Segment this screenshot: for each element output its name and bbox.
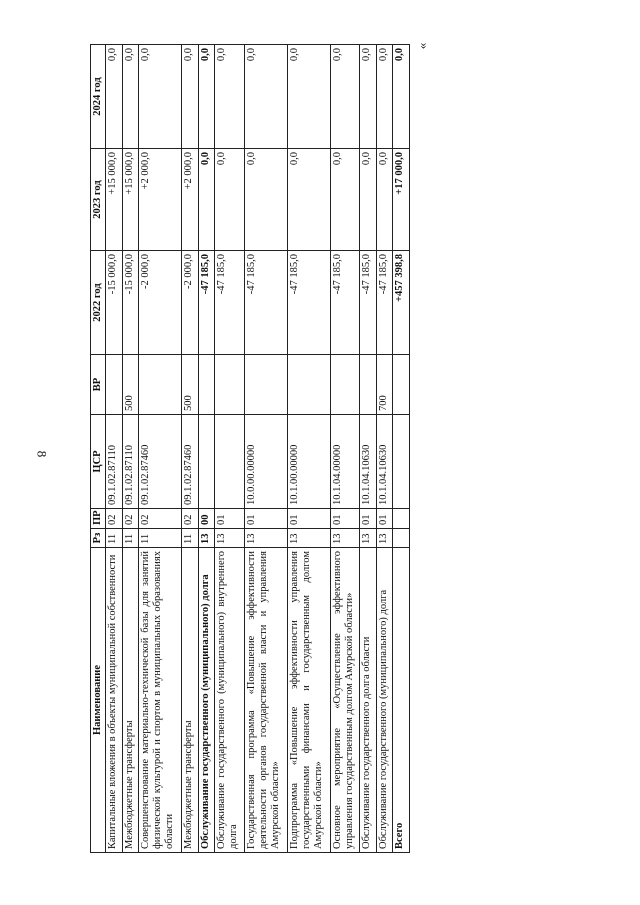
cell-name: Основное мероприятие «Осуществление эффективного управления государственным долгом Амурской области»: [330, 548, 360, 853]
cell-vr: [106, 355, 123, 415]
table-row: [182, 45, 199, 853]
cell-pr: 01: [244, 509, 287, 529]
cell-csr: 09.1.02.87460: [139, 415, 182, 509]
table-row: [393, 45, 410, 853]
cell-pr: [393, 509, 410, 529]
cell-2022: +457 398,8: [393, 251, 410, 355]
cell-pr: 02: [106, 509, 123, 529]
cell-2023: 0,0: [287, 149, 330, 251]
cell-2024: 0,0: [393, 45, 410, 149]
cell-vr: [393, 355, 410, 415]
cell-vr: [287, 355, 330, 415]
cell-pr: 00: [198, 509, 215, 529]
cell-name: Межбюджетные трансферты: [182, 548, 199, 853]
budget-table-container: [90, 45, 410, 853]
header-pr: ПР: [91, 509, 106, 529]
table-row: [376, 45, 393, 853]
table-row: [287, 45, 330, 853]
cell-pr: 01: [215, 509, 245, 529]
cell-2022: -2 000,0: [139, 251, 182, 355]
cell-pr: 01: [287, 509, 330, 529]
cell-2024: 0,0: [287, 45, 330, 149]
cell-2022: -47 185,0: [287, 251, 330, 355]
cell-vr: [244, 355, 287, 415]
cell-rz: 13: [330, 529, 360, 548]
cell-pr: 01: [376, 509, 393, 529]
cell-2024: 0,0: [122, 45, 139, 149]
cell-name: Подпрограмма «Повышение эффективности управления государственными финансами и государственным долгом Амурской области»: [287, 548, 330, 853]
cell-csr: 09.1.02.87110: [106, 415, 123, 509]
page-number: 8: [34, 450, 50, 458]
cell-name: Обслуживание государственного (муниципального) долга: [376, 548, 393, 853]
cell-name: Совершенствование материально-технической базы для занятий физической культурой и спортом в муниципальных образованиях области: [139, 548, 182, 853]
table-header-row: [91, 45, 106, 853]
cell-2024: 0,0: [330, 45, 360, 149]
cell-2023: +2 000,0: [139, 149, 182, 251]
cell-2022: -47 185,0: [198, 251, 215, 355]
cell-pr: 02: [139, 509, 182, 529]
table-row: [244, 45, 287, 853]
budget-table: [90, 44, 410, 853]
cell-rz: 13: [376, 529, 393, 548]
header-vr: ВР: [91, 355, 106, 415]
cell-csr: 09.1.02.87110: [122, 415, 139, 509]
cell-2024: 0,0: [106, 45, 123, 149]
table-row: [106, 45, 123, 853]
cell-csr: [215, 415, 245, 509]
cell-vr: [139, 355, 182, 415]
cell-2022: -47 185,0: [215, 251, 245, 355]
cell-rz: 13: [287, 529, 330, 548]
cell-2023: +15 000,0: [122, 149, 139, 251]
cell-pr: 01: [330, 509, 360, 529]
cell-csr: 10.0.00.00000: [244, 415, 287, 509]
header-csr: ЦСР: [91, 415, 106, 509]
cell-2023: 0,0: [215, 149, 245, 251]
cell-2023: +15 000,0: [106, 149, 123, 251]
header-2023: 2023 год: [91, 149, 106, 251]
cell-2024: 0,0: [198, 45, 215, 149]
cell-name: Всего: [393, 548, 410, 853]
cell-name: Обслуживание государственного (муниципального) долга: [198, 548, 215, 853]
cell-pr: 02: [122, 509, 139, 529]
cell-rz: 13: [198, 529, 215, 548]
cell-2024: 0,0: [244, 45, 287, 149]
header-2022: 2022 год: [91, 251, 106, 355]
table-body: [106, 45, 410, 853]
cell-2024: 0,0: [139, 45, 182, 149]
table-row: [139, 45, 182, 853]
cell-rz: 13: [244, 529, 287, 548]
cell-rz: 13: [360, 529, 377, 548]
cell-2024: 0,0: [376, 45, 393, 149]
cell-rz: 13: [215, 529, 245, 548]
cell-csr: 10.1.04.00000: [330, 415, 360, 509]
cell-csr: 10.1.04.10630: [360, 415, 377, 509]
cell-rz: 11: [182, 529, 199, 548]
table-row: [122, 45, 139, 853]
cell-name: Межбюджетные трансферты: [122, 548, 139, 853]
header-rz: Рз: [91, 529, 106, 548]
cell-rz: 11: [106, 529, 123, 548]
cell-2022: -47 185,0: [376, 251, 393, 355]
cell-rz: [393, 529, 410, 548]
cell-name: Обслуживание государственного долга области: [360, 548, 377, 853]
cell-2023: +17 000,0: [393, 149, 410, 251]
header-name: Наименование: [91, 548, 106, 853]
cell-2024: 0,0: [215, 45, 245, 149]
cell-2022: -47 185,0: [244, 251, 287, 355]
cell-name: Обслуживание государственного (муниципального) внутреннего долга: [215, 548, 245, 853]
cell-csr: 10.1.04.10630: [376, 415, 393, 509]
cell-2022: -15 000,0: [106, 251, 123, 355]
cell-2023: +2 000,0: [182, 149, 199, 251]
table-row: [215, 45, 245, 853]
cell-2024: 0,0: [182, 45, 199, 149]
cell-2023: 0,0: [198, 149, 215, 251]
cell-2023: 0,0: [244, 149, 287, 251]
cell-name: Капитальные вложения в объекты муниципальной собственности: [106, 548, 123, 853]
cell-vr: [360, 355, 377, 415]
cell-csr: [393, 415, 410, 509]
cell-rz: 11: [139, 529, 182, 548]
cell-csr: 10.1.00.00000: [287, 415, 330, 509]
cell-name: Государственная программа «Повышение эффективности деятельности органов государственной власти и управления Амурской области»: [244, 548, 287, 853]
cell-2022: -15 000,0: [122, 251, 139, 355]
budget-table-rotated: [90, 45, 410, 853]
cell-2023: 0,0: [330, 149, 360, 251]
cell-2022: -2 000,0: [182, 251, 199, 355]
table-row: [360, 45, 377, 853]
table-row: [330, 45, 360, 853]
cell-2023: 0,0: [360, 149, 377, 251]
cell-2023: 0,0: [376, 149, 393, 251]
cell-rz: 11: [122, 529, 139, 548]
cell-vr: 500: [122, 355, 139, 415]
cell-csr: 09.1.02.87460: [182, 415, 199, 509]
table-row: [198, 45, 215, 853]
cell-vr: [198, 355, 215, 415]
cell-vr: 500: [182, 355, 199, 415]
cell-vr: [215, 355, 245, 415]
cell-pr: 01: [360, 509, 377, 529]
header-2024: 2024 год: [91, 45, 106, 149]
cell-vr: 700: [376, 355, 393, 415]
cell-pr: 02: [182, 509, 199, 529]
cell-2024: 0,0: [360, 45, 377, 149]
closing-quote-mark: »: [417, 42, 433, 50]
cell-2022: -47 185,0: [360, 251, 377, 355]
cell-2022: -47 185,0: [330, 251, 360, 355]
cell-vr: [330, 355, 360, 415]
cell-csr: [198, 415, 215, 509]
